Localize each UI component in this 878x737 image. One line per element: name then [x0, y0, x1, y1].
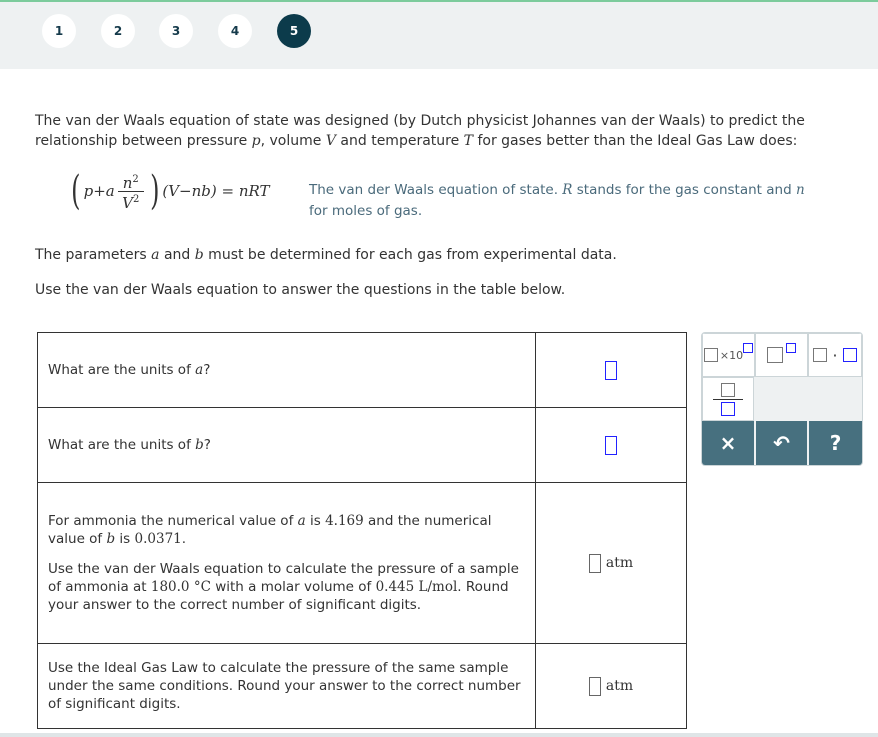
question-table [37, 332, 687, 729]
fraction-button[interactable] [702, 377, 754, 421]
bottom-bar [0, 733, 878, 737]
table-row [38, 408, 687, 483]
step-2[interactable]: 2 [101, 14, 135, 48]
step-4[interactable]: 4 [218, 14, 252, 48]
question-vdw-pressure: For ammonia the numerical value of a is 4.169 and the numerical value of b is 0.0371. Use the van der Waals equation to calculate the pressure of a sample of ammonia at 180.0 °C with a molar volume of 0.445 L/mol. Round your answer to the correct number of significant digits. [38, 483, 536, 644]
vdw-equation: ( p+a $\frac{n^2}{V^2}$ ) (V−nb) = nRT [71, 168, 270, 214]
table-row [38, 333, 687, 408]
superscript-button[interactable] [755, 333, 808, 377]
unit-atm: atm [605, 555, 634, 571]
answer-ideal-pressure-input[interactable] [589, 677, 601, 696]
scientific-notation-button[interactable]: ×10 [702, 333, 755, 377]
question-ideal-pressure: Use the Ideal Gas Law to calculate the pressure of the same sample under the same conditions. Round your answer to the correct number of significant digits. [38, 644, 536, 729]
unit-atm: atm [605, 678, 634, 694]
answer-units-a-input[interactable] [605, 361, 617, 380]
table-row [38, 644, 687, 729]
equation-caption: The van der Waals equation of state. R stands for the gas constant and n for moles of gas. [309, 182, 805, 219]
answer-vdw-pressure-input[interactable] [589, 554, 601, 573]
instruction-text: Use the van der Waals equation to answer the questions in the table below. [35, 282, 566, 298]
help-button[interactable]: ? [809, 421, 862, 465]
parameters-text: The parameters a and b must be determined for each gas from experimental data. [35, 247, 617, 263]
math-keypad [701, 332, 863, 466]
step-1[interactable]: 1 [42, 14, 76, 48]
step-nav [0, 2, 878, 69]
question-units-a: What are the units of a? [38, 333, 536, 408]
table-row [38, 483, 687, 644]
step-5[interactable]: 5 [277, 14, 311, 48]
clear-button[interactable]: × [702, 421, 754, 465]
step-3[interactable]: 3 [159, 14, 193, 48]
undo-button[interactable]: ↶ [756, 421, 807, 465]
multiply-dot-button[interactable]: · [808, 333, 862, 377]
question-units-b: What are the units of b? [38, 408, 536, 483]
answer-units-b-input[interactable] [605, 436, 617, 455]
intro-text: The van der Waals equation of state was designed (by Dutch physicist Johannes van der Waals) to predict the relationship between pressure p, volume V and temperature T for gases better than the Ideal Gas Law does: [35, 113, 805, 149]
